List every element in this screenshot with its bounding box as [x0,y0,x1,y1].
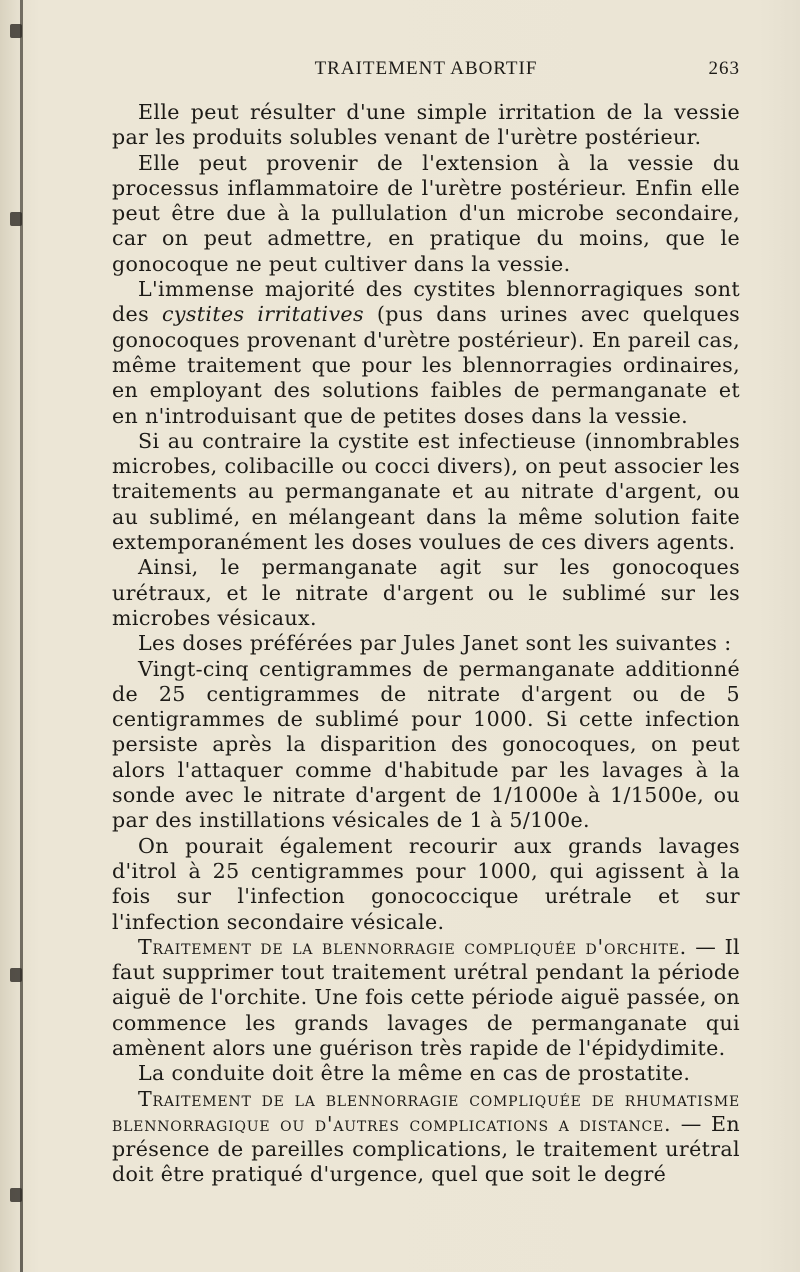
paragraph-text: L'immense majorité des cystites blennorragiques sont des [112,277,740,327]
paragraph: Elle peut provenir de l'extension à la vessie du processus inflammatoire de l'urètre postérieur. Enfin elle peut être due à la pullulation d'un microbe secondaire, car on peut admettre, en pratique du moins, que le gonocoque ne peut cultiver dans la vessie. [112,150,740,276]
paragraph-text: — Il faut supprimer tout traitement urétral pendant la période aiguë de l'orchite. Une fois cette période aiguë passée, on commence les grands lavages de permanganate qui amènent alors une guérison très rapide de l'épidydimite. [112,934,741,1060]
paragraph: Ainsi, le permanganate agit sur les gonocoques urétraux, et le nitrate d'argent ou le sublimé sur les microbes vésicaux. [112,555,740,630]
text-body [112,100,740,1188]
page-number: 263 [708,58,740,79]
paragraph: Si au contraire la cystite est infectieuse (innombrables microbes, colibacille ou cocci divers), on peut associer les traitements au permanganate et au nitrate d'argent, ou au sublimé, en mélangeant dans la même solution faite extemporanément les doses voulues de ces divers agents. [112,428,740,555]
paragraph: Elle peut résulter d'une simple irritation de la vessie par les produits solubles venant de l'urètre postérieur. [112,100,740,150]
paragraph: Les doses préférées par Jules Janet sont les suivantes : [138,631,732,656]
paragraph-text: — En présence de pareilles complications, le traitement urétral doit être pratiqué d'urgence, quel que soit le degré [112,1111,740,1187]
paragraph-text: (pus dans urines avec quelques gonocoques provenant d'urètre postérieur). En pareil cas, même traitement que pour les blennorragies ordinaires, en employant des solutions faibles de permanganate et en n'introduisant que de petites doses dans la vessie. [112,302,740,428]
section-heading: Traitement de la blennorragie compliquée de rhumatisme blennorragique ou d'autres complications a distance. [112,1086,740,1136]
page-gutter [20,0,23,1272]
gutter-mark [10,212,22,226]
gutter-mark [10,968,22,982]
gutter-mark [10,24,22,38]
paragraph: Vingt-cinq centigrammes de permanganate additionné de 25 centigrammes de nitrate d'argent ou de 5 centigrammes de sublimé pour 1000. Si cette infection persiste après la disparition des gonocoques, on peut alors l'attaquer comme d'habitude par les lavages à la sonde avec le nitrate d'argent de 1/1000e à 1/1500e, ou par des instillations vésicales de 1 à 5/100e. [112,656,740,833]
section-heading: Traitement de la blennorragie compliquée d'orchite. [138,934,687,959]
paragraph: La conduite doit être la même en cas de prostatite. [138,1061,691,1086]
paragraph [112,277,740,429]
running-header [112,58,740,82]
running-title: TRAITEMENT ABORTIF [314,58,538,79]
paragraph [112,935,740,1061]
italic-term: cystites irritatives [161,302,364,327]
paragraph [112,1087,740,1188]
gutter-mark [10,1188,22,1202]
paragraph: On pourait également recourir aux grands lavages d'itrol à 25 centigrammes pour 1000, qui agissent à la fois sur l'infection gonococcique urétrale et sur l'infection secondaire vésicale. [112,833,740,934]
